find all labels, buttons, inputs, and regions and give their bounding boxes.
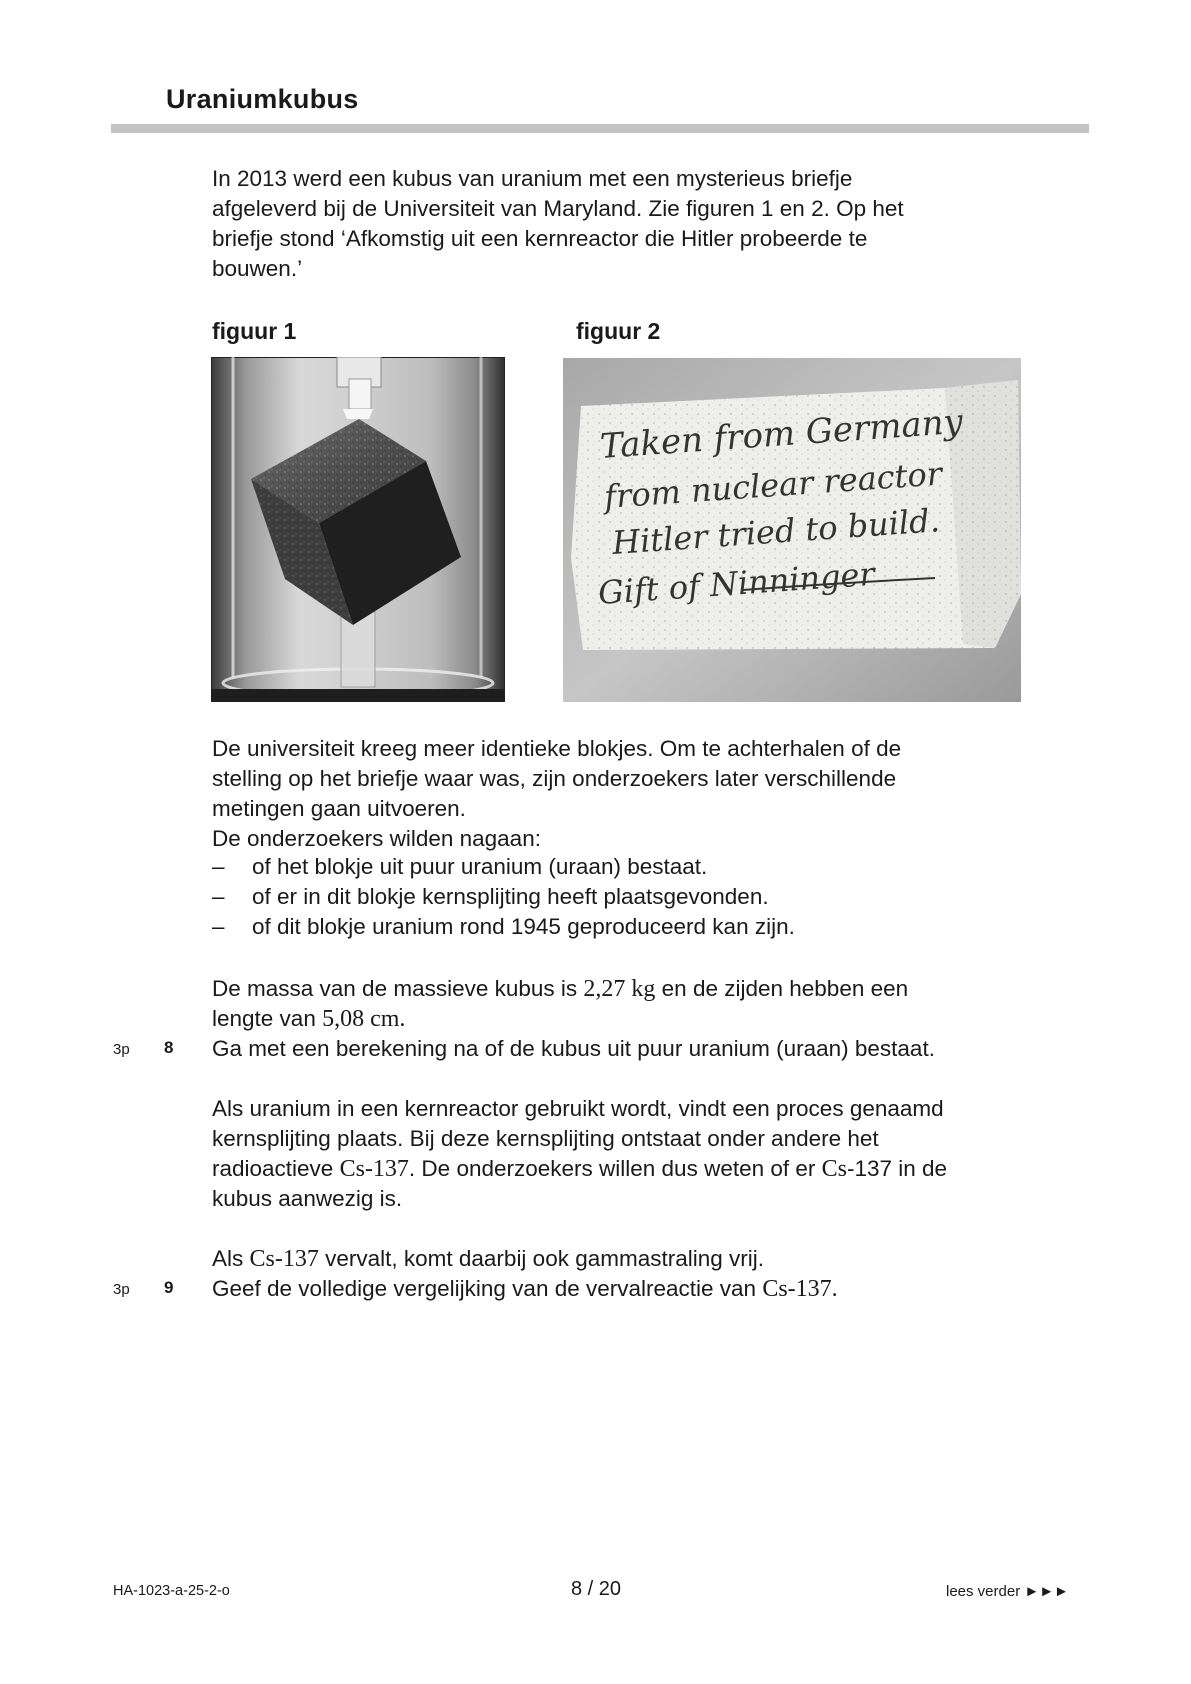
question-8-number: 8 — [164, 1038, 174, 1057]
question-9-number: 9 — [164, 1278, 174, 1297]
note-line: Hitler tried to build. — [610, 501, 941, 562]
figure-2-label: figuur 2 — [576, 318, 661, 344]
continue-label: lees verder ►►► — [946, 1583, 1069, 1600]
length-value: 5,08 cm. — [322, 1006, 406, 1032]
question-8-text: Ga met een berekening na of de kubus uit puur uranium (uraan) bestaat. — [212, 1036, 935, 1061]
intro-line: briefje stond ‘Afkomstig uit een kernreactor die Hitler probeerde te — [212, 226, 868, 251]
handwritten-note-photo — [563, 358, 1021, 702]
paragraph-line: Als uranium in een kernreactor gebruikt wordt, vindt een proces genaamd — [212, 1096, 944, 1121]
section-title: Uraniumkubus — [166, 84, 359, 114]
paragraph-line: lengte van 5,08 cm. — [212, 1006, 406, 1032]
paragraph-line: stelling op het briefje waar was, zijn onderzoekers later verschillende — [212, 766, 897, 791]
bullet-item: of er in dit blokje kernsplijting heeft plaatsgevonden. — [252, 884, 769, 909]
question-9-text: Geef de volledige vergelijking van de vervalreactie van Cs-137. — [212, 1276, 838, 1302]
decay-paragraph: Als Cs-137 vervalt, komt daarbij ook gammastraling vrij. — [212, 1246, 765, 1272]
intro-line: In 2013 werd een kubus van uranium met een mysterieus briefje — [212, 166, 853, 191]
paragraph-line: De onderzoekers wilden nagaan: — [212, 826, 541, 851]
bullet-item: of het blokje uit puur uranium (uraan) bestaat. — [252, 854, 708, 879]
page-number: 8 / 20 — [571, 1578, 622, 1600]
title-rule — [111, 124, 1089, 133]
paragraph-line: kernsplijting plaats. Bij deze kernsplijting ontstaat onder andere het — [212, 1126, 879, 1151]
paragraph-line: metingen gaan uitvoeren. — [212, 796, 466, 821]
note-line: Taken from Germany — [598, 401, 964, 467]
fission-paragraph — [212, 1094, 1082, 1214]
exam-code: HA-1023-a-25-2-o — [113, 1583, 230, 1599]
measurement-paragraph — [212, 734, 1082, 854]
bullet-dash: – — [212, 884, 225, 909]
paragraph-line: De universiteit kreeg meer identieke blokjes. Om te achterhalen of de — [212, 736, 902, 761]
intro-line: bouwen.’ — [212, 256, 303, 281]
paragraph-line: radioactieve Cs-137. De onderzoekers willen dus weten of er Cs-137 in de — [212, 1156, 948, 1182]
figure-1-label: figuur 1 — [212, 318, 297, 344]
bullet-dash: – — [212, 854, 225, 879]
mass-paragraph — [212, 974, 1082, 1034]
bullet-dash: – — [212, 914, 225, 939]
mass-value: 2,27 kg — [583, 976, 656, 1002]
intro-paragraph — [212, 164, 1082, 284]
bullet-item: of dit blokje uranium rond 1945 geproduceerd kan zijn. — [252, 914, 795, 939]
question-8-points: 3p — [113, 1041, 130, 1058]
intro-line: afgeleverd bij de Universiteit van Maryland. Zie figuren 1 en 2. Op het — [212, 196, 904, 221]
paragraph-line: De massa van de massieve kubus is 2,27 kg en de zijden hebben een — [212, 976, 909, 1002]
paragraph-line: kubus aanwezig is. — [212, 1186, 403, 1211]
note-line: from nuclear reactor — [602, 454, 944, 516]
note-line: Gift of Ninninger — [596, 554, 876, 612]
uranium-cube-photo — [211, 357, 505, 702]
question-9-points: 3p — [113, 1281, 130, 1298]
